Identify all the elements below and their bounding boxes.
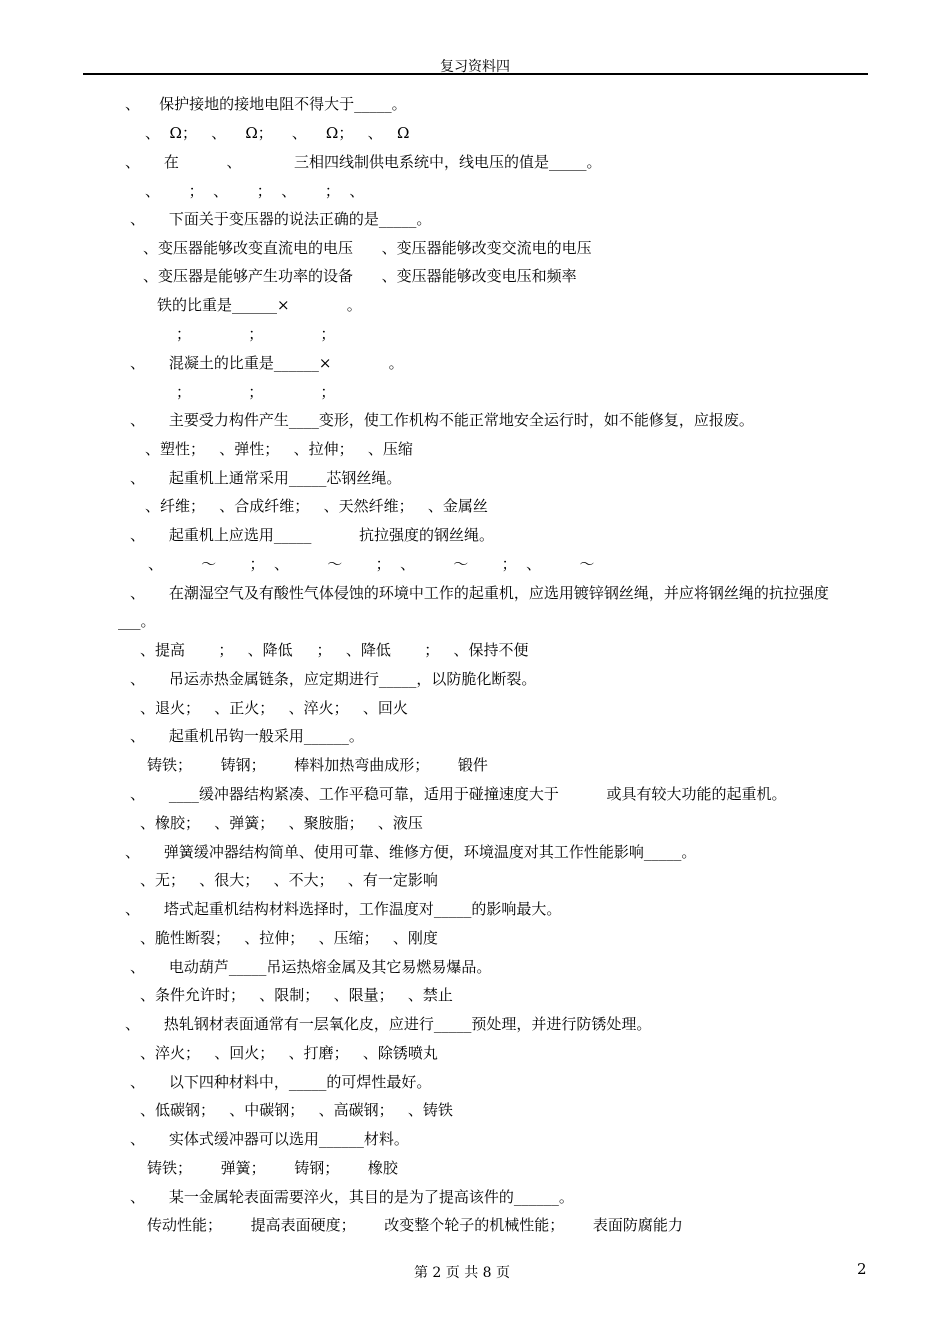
text-line: 、 实体式缓冲器可以选用______材料。: [130, 1130, 409, 1148]
text-line: 铁的比重是______× 。: [157, 296, 362, 314]
text-line: 、 下面关于变压器的说法正确的是_____。: [130, 210, 432, 228]
text-line: 、无； 、很大； 、不大； 、有一定影响: [140, 871, 438, 889]
text-line: 铸铁； 铸钢； 棒料加热弯曲成形； 锻件: [147, 756, 488, 774]
text-line: 、低碳钢； 、中碳钢； 、高碳钢； 、铸铁: [140, 1101, 453, 1119]
text-line: 、 弹簧缓冲器结构简单、使用可靠、维修方便，环境温度对其工作性能影响_____。: [125, 843, 697, 861]
text-line: 铸铁； 弹簧； 铸钢； 橡胶: [147, 1159, 398, 1177]
text-line: 、 塔式起重机结构材料选择时，工作温度对_____的影响最大。: [125, 900, 562, 918]
text-line: ； ； ；: [176, 325, 336, 343]
text-line: 、 在潮湿空气及有酸性气体侵蚀的环境中工作的起重机，应选用镀锌钢丝绳，并应将钢丝绳的抗拉强度: [130, 584, 829, 602]
header-rule: [83, 73, 868, 75]
text-line: 、 ～ ； 、 ～ ； 、 ～ ； 、 ～: [148, 555, 595, 573]
page-header-title: 复习资料四: [440, 59, 510, 75]
text-line: 、 主要受力构件产生____变形，使工作机构不能正常地安全运行时，如不能修复，应报废。: [130, 411, 754, 429]
text-line: 、 混凝土的比重是______× 。: [130, 354, 404, 372]
text-line: 、淬火； 、回火； 、打磨； 、除锈喷丸: [140, 1044, 438, 1062]
text-line: 、 保护接地的接地电阻不得大于_____。: [125, 95, 407, 113]
text-line: 、 某一金属轮表面需要淬火，其目的是为了提高该件的______。: [130, 1188, 574, 1206]
text-line: 、 电动葫芦_____吊运热熔金属及其它易燃易爆品。: [130, 958, 492, 976]
text-line: 、变压器能够改变直流电的电压 、变压器能够改变交流电的电压: [143, 239, 592, 257]
text-line: 、 热轧钢材表面通常有一层氧化皮，应进行_____预处理，并进行防锈处理。: [125, 1015, 652, 1033]
text-line: 、 Ω； 、 Ω； 、 Ω； 、 Ω: [145, 124, 410, 142]
text-line: 、纤维； 、合成纤维； 、天然纤维； 、金属丝: [145, 497, 488, 515]
text-line: 、 以下四种材料中，_____的可焊性最好。: [130, 1073, 432, 1091]
text-line: 、退火； 、正火； 、淬火； 、回火: [140, 699, 408, 717]
text-line: ； ； ；: [176, 383, 336, 401]
text-line: 、 ____缓冲器结构紧凑、工作平稳可靠，适用于碰撞速度大于 或具有较大功能的起重机。: [130, 785, 787, 803]
text-line: 、 起重机上通常采用_____芯钢丝绳。: [130, 469, 402, 487]
text-line: 、 起重机吊钩一般采用______。: [130, 727, 364, 745]
text-line: 、提高 ； 、降低 ； 、降低 ； 、保持不便: [140, 641, 529, 659]
text-line: 、 起重机上应选用_____ 抗拉强度的钢丝绳。: [130, 526, 495, 544]
text-line: 、变压器是能够产生功率的设备 、变压器能够改变电压和频率: [143, 267, 577, 285]
text-line: 、 在 、 三相四线制供电系统中，线电压的值是_____。: [125, 153, 602, 171]
text-line: 、橡胶； 、弹簧； 、聚胺脂； 、液压: [140, 814, 423, 832]
text-line: 、 吊运赤热金属链条，应定期进行_____，以防脆化断裂。: [130, 670, 537, 688]
text-line: 、 ； 、 ； 、 ； 、: [145, 182, 365, 200]
page-number: 2: [857, 1260, 867, 1278]
text-line: 、塑性； 、弹性； 、拉伸； 、压缩: [145, 440, 413, 458]
text-line: 、条件允许时； 、限制； 、限量； 、禁止: [140, 986, 453, 1004]
text-line: ___。: [118, 612, 156, 630]
text-line: 传动性能； 提高表面硬度； 改变整个轮子的机械性能； 表面防腐能力: [147, 1216, 683, 1234]
page-footer: 第 2 页 共 8 页: [413, 1265, 511, 1281]
text-line: 、脆性断裂； 、拉伸； 、压缩； 、刚度: [140, 929, 438, 947]
